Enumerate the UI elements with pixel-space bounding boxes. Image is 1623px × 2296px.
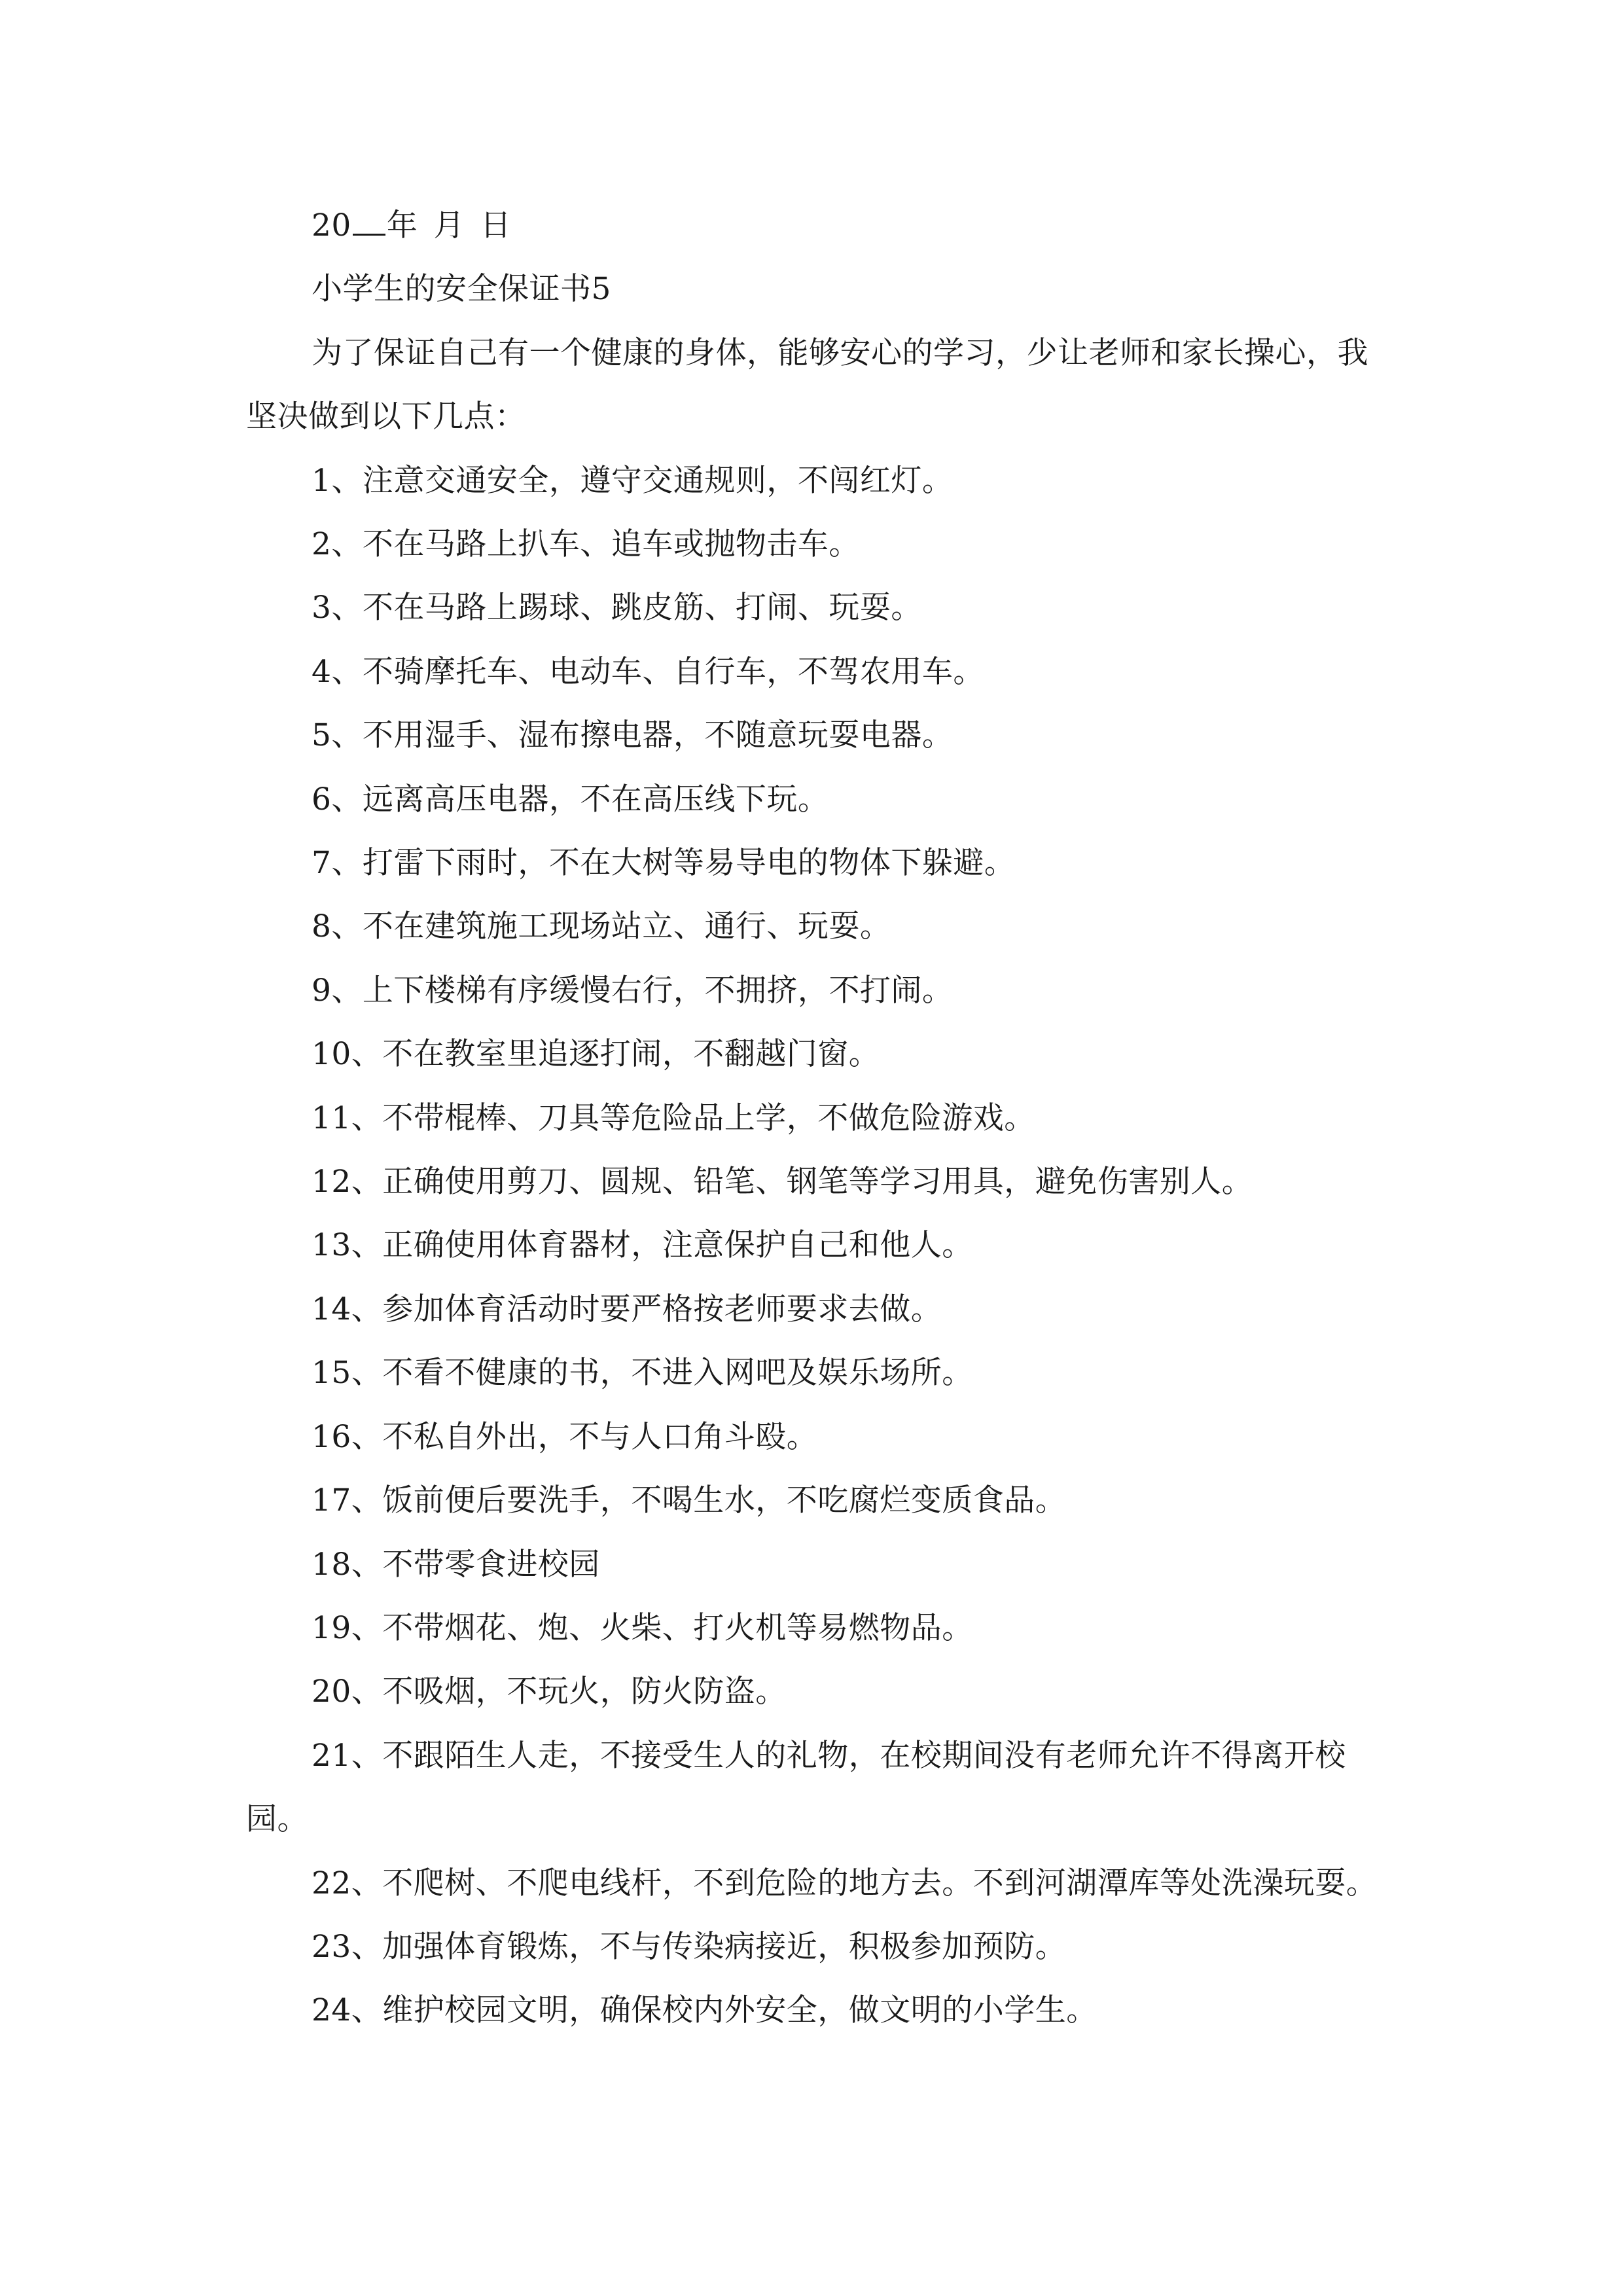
list-item: 23、加强体育锻炼，不与传染病接近，积极参加预防。: [312, 1928, 1067, 1965]
date-year-label: 年: [386, 207, 418, 243]
list-item: 21、不跟陌生人走，不接受生人的礼物，在校期间没有老师允许不得离开校园。: [246, 1737, 1346, 1838]
list-item: 8、不在建筑施工现场站立、通行、玩耍。: [312, 908, 891, 945]
date-line: [246, 194, 1398, 257]
intro-paragraph: 为了保证自己有一个健康的身体，能够安心的学习，少让老师和家长操心，我坚决做到以下几点：: [246, 334, 1368, 435]
list-item: 15、不看不健康的书，不进入网吧及娱乐场所。: [312, 1355, 973, 1391]
list-item: 3、不在马路上踢球、跳皮筋、打闹、玩耍。: [312, 590, 922, 626]
list-item: 16、不私自外出，不与人口角斗殴。: [312, 1418, 818, 1455]
list-item: 2、不在马路上扒车、追车或抛物击车。: [312, 526, 860, 562]
date-month-label: 月: [433, 207, 465, 243]
document-body: [246, 194, 1398, 2043]
list-item: 4、不骑摩托车、电动车、自行车，不驾农用车。: [312, 653, 984, 690]
list-item: 9、上下楼梯有序缓慢右行，不拥挤，不打闹。: [312, 972, 954, 1009]
list-item: 7、打雷下雨时，不在大树等易导电的物体下躲避。: [312, 845, 1016, 882]
list-item: 22、不爬树、不爬电线杆，不到危险的地方去。不到河湖潭库等处洗澡玩耍。: [312, 1865, 1378, 1901]
list-item: 5、不用湿手、湿布擦电器，不随意玩耍电器。: [312, 717, 954, 754]
list-item: 17、饭前便后要洗手，不喝生水，不吃腐烂变质食品。: [312, 1482, 1067, 1519]
list-item: 10、不在教室里追逐打闹，不翻越门窗。: [312, 1036, 880, 1073]
list-item: 13、正确使用体育器材，注意保护自己和他人。: [312, 1227, 973, 1264]
date-day-label: 日: [480, 207, 512, 243]
list-item: 1、注意交通安全，遵守交通规则，不闯红灯。: [312, 462, 954, 499]
list-item: 24、维护校园文明，确保校内外安全，做文明的小学生。: [312, 1992, 1097, 2029]
list-item: 14、参加体育活动时要严格按老师要求去做。: [312, 1291, 942, 1327]
date-year-blank: [353, 207, 385, 236]
document-title: 小学生的安全保证书5: [312, 271, 611, 308]
list-item: 12、正确使用剪刀、圆规、铅笔、钢笔等学习用具，避免伤害别人。: [312, 1164, 1253, 1200]
list-item: 20、不吸烟，不玩火，防火防盗。: [312, 1674, 787, 1710]
pledge-list: [246, 449, 1398, 2043]
list-item: 11、不带棍棒、刀具等危险品上学，不做危险游戏。: [312, 1100, 1035, 1136]
date-prefix: 20: [312, 207, 351, 243]
list-item: 18、不带零食进校园: [312, 1546, 600, 1583]
list-item: 19、不带烟花、炮、火柴、打火机等易燃物品。: [312, 1609, 973, 1646]
list-item: 6、远离高压电器，不在高压线下玩。: [312, 781, 829, 817]
